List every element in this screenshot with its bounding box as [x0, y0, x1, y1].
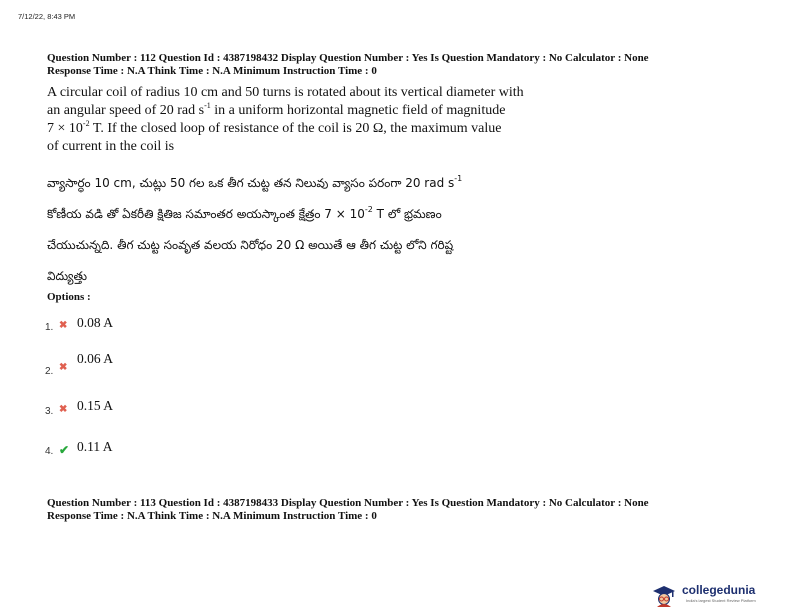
- question-text-telugu: [47, 170, 607, 294]
- english-line-2: an angular speed of 20 rad $s^{-1}$ in a uniform horizontal magnetic field of magnitude: [47, 101, 506, 118]
- option-number: 3.: [45, 406, 54, 417]
- next-question-meta-line2: Response Time : N.A Think Time : N.A Minimum Instruction Time : 0: [47, 509, 377, 522]
- options-label: Options :: [47, 291, 91, 303]
- question-meta-line1: Question Number : 112 Question Id : 4387198432 Display Question Number : Yes Is Question Mandatory : No Calculator : None: [47, 52, 649, 64]
- question-meta: [47, 52, 649, 77]
- wrong-mark-icon: ✖: [59, 404, 68, 415]
- english-line-3: $7 \times 10^{-2}$ T. If the closed loop of resistance of the coil is 20 Ω, the maximum value: [47, 119, 502, 136]
- next-question-meta: [47, 497, 649, 522]
- english-line-1: A circular coil of radius 10 cm and 50 turns is rotated about its vertical diameter with: [47, 85, 524, 100]
- telugu-line-2: కోణీయ వడి తో ఏకరీతి క్షితిజ సమాంతర అయస్కాంత క్షేత్రం $7 \times 10^{-2}$ T లో భ్రమణం: [47, 205, 442, 221]
- logo-tagline: India's largest Student Review Platform: [686, 598, 756, 603]
- wrong-mark-icon: ✖: [59, 320, 68, 331]
- question-meta-line2: Response Time : N.A Think Time : N.A Minimum Instruction Time : 0: [47, 64, 377, 77]
- english-line-4: of current in the coil is: [47, 139, 175, 154]
- next-question-meta-line1: Question Number : 113 Question Id : 4387198433 Display Question Number : Yes Is Question Mandatory : No Calculator : None: [47, 497, 649, 509]
- question-text-english: [47, 84, 587, 156]
- telugu-line-1: వ్యాసార్ధం 10 cm, చుట్లు 50 గల ఒక తీగ చుట్ట తన నిలువు వ్యాసం పరంగా 20 rad $s^{-1}$: [47, 174, 463, 190]
- graduate-logo-icon: [652, 585, 676, 607]
- correct-check-icon: ✔: [59, 443, 70, 457]
- option-text: 0.11 A: [77, 439, 113, 454]
- logo-name: collegedunia: [682, 583, 756, 597]
- telugu-line-4: విద్యుత్తు: [47, 269, 88, 283]
- option-number: 1.: [45, 322, 54, 333]
- telugu-line-3: చేయుచున్నది. తీగ చుట్ట సంవృత వలయ నిరోధం 20 Ω అయితే ఆ తీగ చుట్ట లోని గరిష్ట: [47, 238, 454, 252]
- option-text: 0.08 A: [77, 315, 114, 330]
- collegedunia-watermark: [648, 581, 790, 609]
- print-timestamp: 7/12/22, 8:43 PM: [18, 12, 76, 21]
- option-number: 4.: [45, 446, 54, 457]
- option-text: 0.15 A: [77, 398, 114, 413]
- option-number: 2.: [45, 366, 54, 377]
- wrong-mark-icon: ✖: [59, 362, 68, 373]
- option-text: 0.06 A: [77, 351, 114, 366]
